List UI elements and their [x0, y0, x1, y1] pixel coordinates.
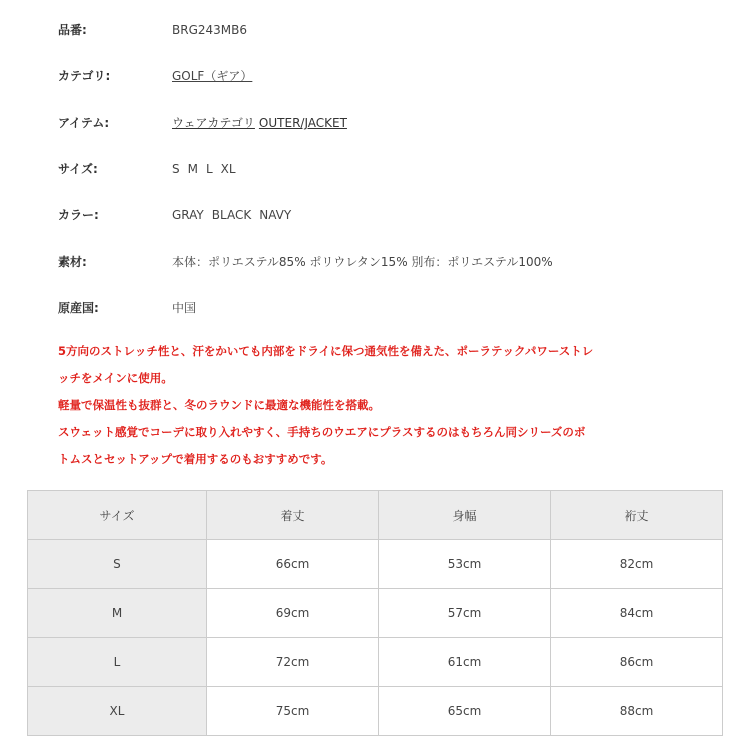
- spec-label: 原産国:: [58, 301, 99, 315]
- origin-value: 中国: [172, 301, 197, 315]
- width-cell: 65cm: [378, 687, 550, 736]
- width-cell: 57cm: [378, 589, 550, 638]
- header-length: 着丈: [206, 491, 378, 540]
- table-row: [28, 638, 723, 687]
- material-value: 本体：ポリエステル85% ポリウレタン15% 別布：ポリエステル100%: [172, 255, 553, 269]
- spec-label: カテゴリ:: [58, 69, 111, 83]
- spec-row-product-code: [0, 20, 750, 40]
- color-value: BLACK: [211, 208, 252, 222]
- size-cell: L: [28, 638, 207, 687]
- sleeve-cell: 88cm: [550, 687, 722, 736]
- spec-label: サイズ:: [58, 162, 98, 176]
- spec-row-item: [0, 113, 750, 133]
- spec-label: 品番:: [58, 23, 87, 37]
- spec-row-color: [0, 205, 750, 225]
- spec-row-material: [0, 252, 750, 272]
- width-cell: 61cm: [378, 638, 550, 687]
- size-cell: S: [28, 540, 207, 589]
- header-sleeve: 裄丈: [550, 491, 722, 540]
- spec-row-size: [0, 159, 750, 179]
- spec-label: 素材:: [58, 255, 87, 269]
- spec-label: カラー:: [58, 208, 99, 222]
- color-value: NAVY: [259, 208, 292, 222]
- size-value: S: [172, 162, 180, 176]
- item-category-link[interactable]: ウェアカテゴリ: [172, 116, 255, 130]
- description-line: 軽量で保温性も抜群と、冬のラウンドに最適な機能性を搭載。: [58, 398, 380, 412]
- length-cell: 66cm: [206, 540, 378, 589]
- size-table-header-row: [28, 491, 723, 540]
- sleeve-cell: 82cm: [550, 540, 722, 589]
- size-value: L: [205, 162, 213, 176]
- header-width: 身幅: [378, 491, 550, 540]
- product-description: [58, 338, 728, 473]
- table-row: [28, 687, 723, 736]
- item-type-link[interactable]: OUTER/JACKET: [258, 116, 347, 130]
- size-cell: XL: [28, 687, 207, 736]
- sleeve-cell: 84cm: [550, 589, 722, 638]
- spec-label: アイテム:: [58, 116, 110, 130]
- description-line: 5方向のストレッチ性と、汗をかいても内部をドライに保つ通気性を備えた、ポーラテックパワーストレ: [58, 344, 594, 358]
- description-line: ッチをメインに使用。: [58, 371, 173, 385]
- category-link[interactable]: GOLF（ギア）: [172, 69, 253, 83]
- length-cell: 69cm: [206, 589, 378, 638]
- color-value: GRAY: [172, 208, 204, 222]
- color-values: [172, 205, 299, 225]
- header-size: サイズ: [28, 491, 207, 540]
- table-row: [28, 589, 723, 638]
- spec-row-category: [0, 66, 750, 86]
- size-table: [27, 490, 723, 736]
- size-value: XL: [220, 162, 236, 176]
- spec-row-origin: [0, 298, 750, 318]
- sleeve-cell: 86cm: [550, 638, 722, 687]
- size-values: [172, 159, 244, 179]
- width-cell: 53cm: [378, 540, 550, 589]
- description-line: トムスとセットアップで着用するのもおすすめです。: [58, 452, 333, 466]
- description-line: スウェット感覚でコーデに取り入れやすく、手持ちのウエアにプラスするのはもちろん同シリーズのボ: [58, 425, 586, 439]
- size-cell: M: [28, 589, 207, 638]
- item-value: [172, 113, 355, 133]
- length-cell: 75cm: [206, 687, 378, 736]
- size-value: M: [187, 162, 198, 176]
- length-cell: 72cm: [206, 638, 378, 687]
- product-code-value: BRG243MB6: [172, 23, 247, 37]
- table-row: [28, 540, 723, 589]
